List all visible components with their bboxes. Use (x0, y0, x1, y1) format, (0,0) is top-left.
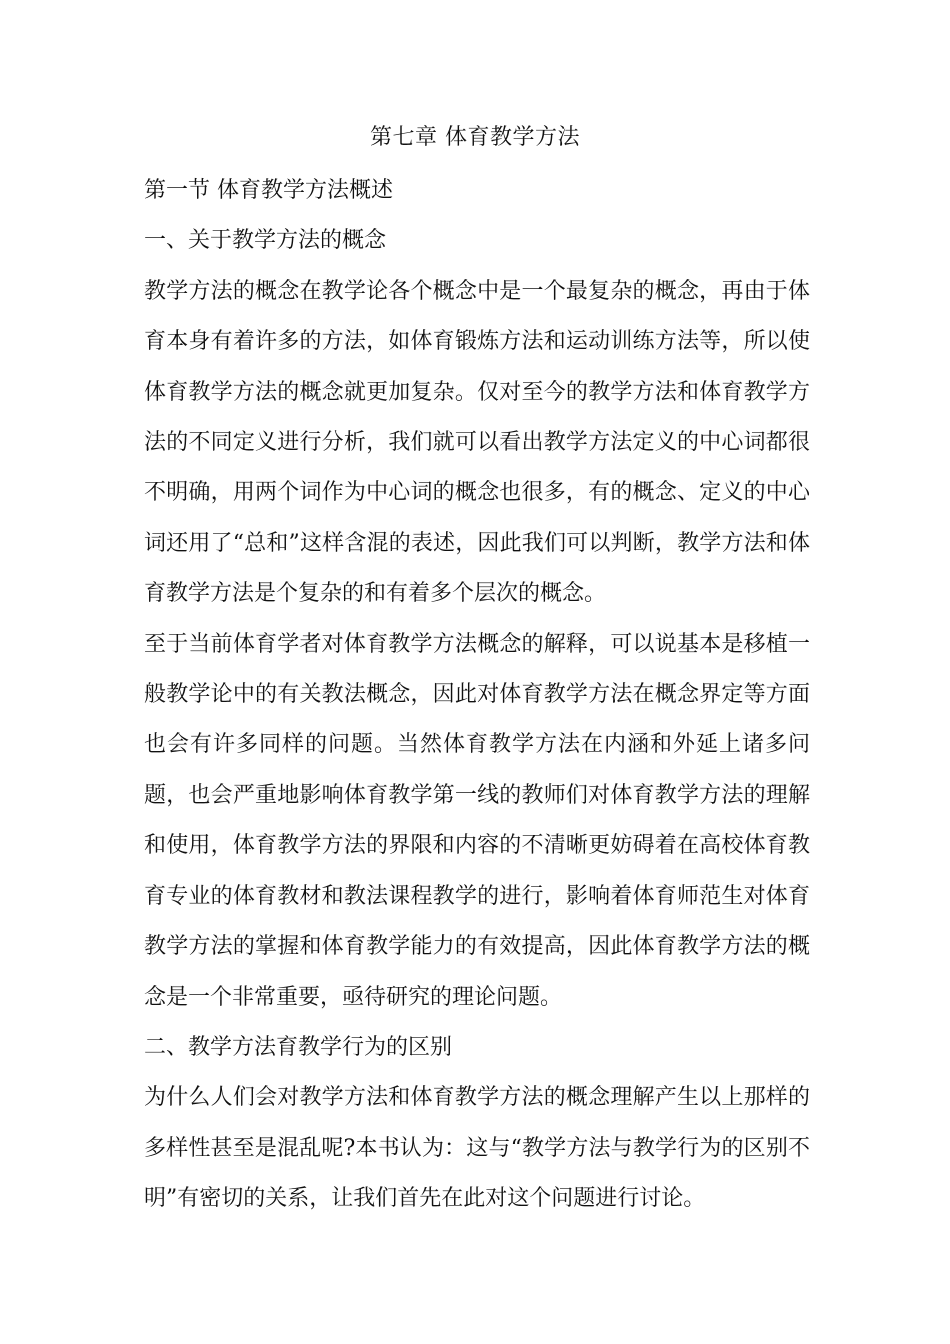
subsection-heading-1: 一、关于教学方法的概念 (144, 228, 387, 254)
subsection-heading-2: 二、教学方法育教学行为的区别 (144, 1034, 453, 1060)
body-paragraph-2: 至于当前体育学者对体育教学方法概念的解释，可以说基本是移植一般教学论中的有关教法概念，因此对体育教学方法在概念界定等方面也会有许多同样的问题。当然体育教学方法在内涵和外延上诸多问题，也会严重地影响体育教学第一线的教师们对体育教学方法的理解和使用，体育教学方法的界限和内容的不清晰更妨碍着在高校体育教育专业的体育教材和教法课程教学的进行，影响着体育师范生对体育教学方法的掌握和体育教学能力的有效提高，因此体育教学方法的概念是一个非常重要，亟待研究的理论问题。 (144, 631, 810, 1010)
body-paragraph-3: 为什么人们会对教学方法和体育教学方法的概念理解产生以上那样的多样性甚至是混乱呢?本书认为：这与“教学方法与教学行为的区别不明”有密切的关系，让我们首先在此对这个问题进行讨论。 (144, 1085, 810, 1212)
document-body (144, 166, 810, 1225)
section-title: 第一节 体育教学方法概述 (144, 178, 393, 203)
body-paragraph-1: 教学方法的概念在教学论各个概念中是一个最复杂的概念，再由于体育本身有着许多的方法，如体育锻炼方法和运动训练方法等，所以使体育教学方法的概念就更加复杂。仅对至今的教学方法和体育教学方法的不同定义进行分析，我们就可以看出教学方法定义的中心词都很不明确，用两个词作为中心词的概念也很多，有的概念、定义的中心词还用了“总和”这样含混的表述，因此我们可以判断，教学方法和体育教学方法是个复杂的和有着多个层次的概念。 (144, 278, 810, 607)
chapter-title: 第七章 体育教学方法 (370, 125, 580, 150)
